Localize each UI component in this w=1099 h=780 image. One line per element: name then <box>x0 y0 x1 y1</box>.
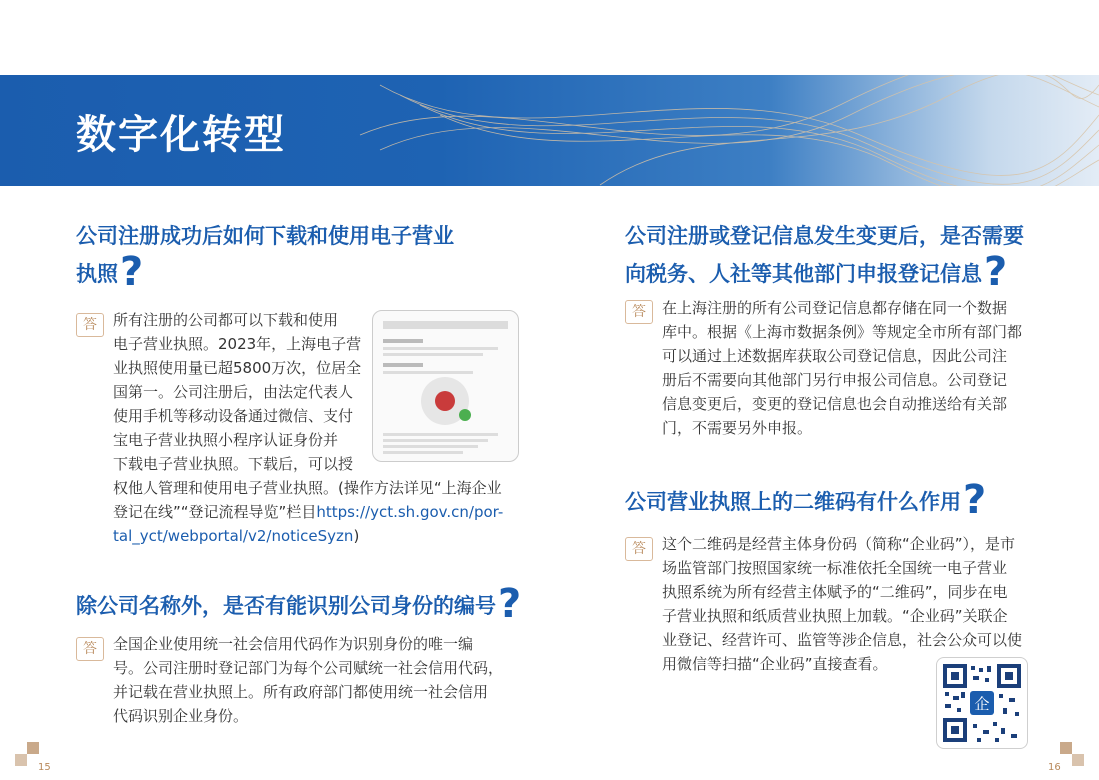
question-title <box>625 218 1024 295</box>
answer-text-continued <box>113 476 523 548</box>
answer-line: 子营业执照和纸质营业执照上加载。“企业码”关联企 <box>662 607 1008 625</box>
question-title-line: 向税务、人社等其他部门申报登记信息 <box>625 262 982 286</box>
question-title-line: 公司营业执照上的二维码有什么作用 <box>625 490 961 514</box>
answer-line: 库中。根据《上海市数据条例》等规定全市所有部门都 <box>662 323 1023 341</box>
answer-line: 信息变更后，变更的登记信息也会自动推送给有关部 <box>662 395 1008 413</box>
question-title <box>625 477 987 523</box>
answer-line: 业登记、经营许可、监管等涉企信息，社会公众可以使 <box>662 631 1023 649</box>
question-title-line: 公司注册成功后如何下载和使用电子营业 <box>76 224 454 248</box>
answer-text <box>113 632 533 728</box>
answer-line: 册后不需要向其他部门另行申报公司信息。公司登记 <box>662 371 1008 389</box>
answer-text <box>113 308 368 476</box>
guide-thumbnail-graphic <box>373 311 518 461</box>
qr-center-label: 企 <box>974 695 990 713</box>
question-mark-icon: ? <box>120 249 144 295</box>
question-title-line: 除公司名称外，是否有能识别公司身份的编号 <box>76 594 496 618</box>
answer-line: 号。公司注册时登记部门为每个公司赋统一社会信用代码， <box>113 659 504 677</box>
section-title: 数字化转型 <box>76 112 286 158</box>
answer-line: 使用手机等移动设备通过微信、支付 <box>113 407 354 425</box>
corner-deco <box>27 742 39 754</box>
answer-text <box>662 296 1067 440</box>
question-title <box>76 581 522 627</box>
answer-line: 全国企业使用统一社会信用代码作为识别身份的唯一编 <box>113 635 474 653</box>
answer-line: 登记在线”“登记流程导览”栏目 <box>113 503 317 521</box>
answer-line: 这个二维码是经营主体身份码（简称“企业码”），是市 <box>662 535 1016 553</box>
answer-line: 场监管部门按照国家统一标准依托全国统一电子营业 <box>662 559 1008 577</box>
answer-line: 可以通过上述数据库获取公司登记信息，因此公司注 <box>662 347 1008 365</box>
answer-line: 国第一。公司注册后，由法定代表人 <box>113 383 354 401</box>
page-number-left: 15 <box>38 762 51 773</box>
notice-link[interactable]: tal_yct/webportal/v2/noticeSyzn <box>113 527 354 545</box>
answer-badge: 答 <box>76 637 104 661</box>
question-mark-icon: ? <box>963 477 987 523</box>
answer-line: ) <box>353 527 360 545</box>
guide-thumbnail-image <box>372 310 519 462</box>
answer-line: 所有注册的公司都可以下载和使用 <box>113 311 339 329</box>
answer-line: 用微信等扫描“企业码”直接查看。 <box>662 655 888 673</box>
answer-line: 业执照使用量已超5800万次，位居全 <box>113 359 362 377</box>
question-title <box>76 218 454 295</box>
answer-line: 宝电子营业执照小程序认证身份并 <box>113 431 339 449</box>
answer-line: 门，不需要另外申报。 <box>662 419 813 437</box>
enterprise-qr-code <box>936 657 1028 749</box>
corner-deco <box>1060 742 1072 754</box>
answer-line: 并记载在营业执照上。所有政府部门都使用统一社会信用 <box>113 683 489 701</box>
answer-line: 电子营业执照。2023年，上海电子营 <box>113 335 362 353</box>
answer-line: 下载电子营业执照。下载后，可以授 <box>113 455 354 473</box>
question-mark-icon: ? <box>498 581 522 627</box>
answer-badge: 答 <box>76 313 104 337</box>
notice-link[interactable]: https://yct.sh.gov.cn/por- <box>316 503 504 521</box>
corner-deco <box>1072 754 1084 766</box>
question-title-line: 执照 <box>76 262 118 286</box>
answer-badge: 答 <box>625 300 653 324</box>
corner-deco <box>15 754 27 766</box>
answer-line: 权他人管理和使用电子营业执照。(操作方法详见“上海企业 <box>113 479 502 497</box>
question-mark-icon: ? <box>984 249 1008 295</box>
qr-code-icon <box>937 658 1027 748</box>
answer-text <box>662 532 1067 676</box>
header-banner <box>0 75 1099 186</box>
page-number-right: 16 <box>1048 762 1061 773</box>
answer-line: 代码识别企业身份。 <box>113 707 249 725</box>
question-title-line: 公司注册或登记信息发生变更后，是否需要 <box>625 224 1024 248</box>
answer-line: 在上海注册的所有公司登记信息都存储在同一个数据 <box>662 299 1008 317</box>
answer-badge: 答 <box>625 537 653 561</box>
answer-line: 执照系统为所有经营主体赋予的“二维码”，同步在电 <box>662 583 1008 601</box>
